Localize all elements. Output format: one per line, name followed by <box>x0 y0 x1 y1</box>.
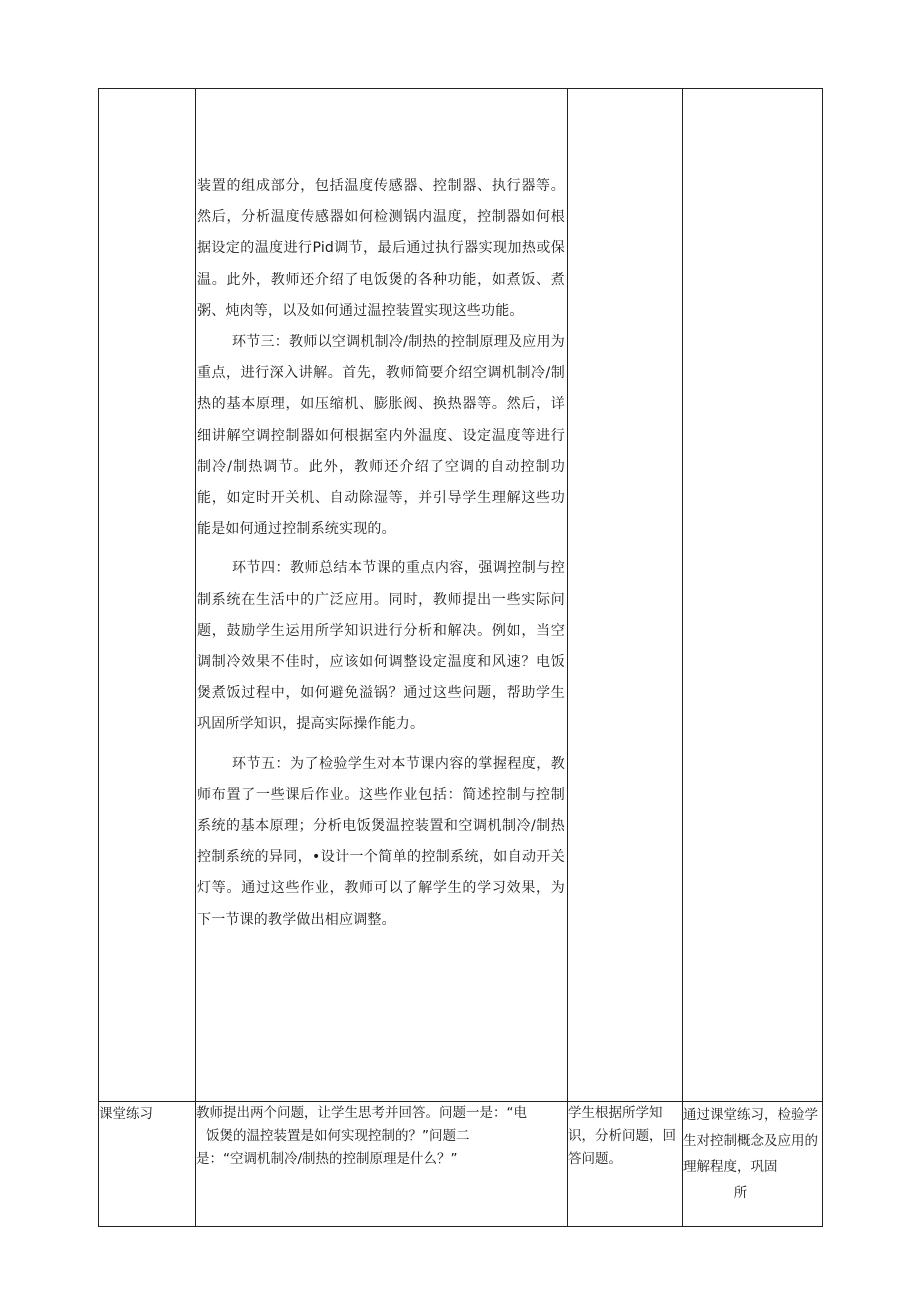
lesson-plan-table <box>98 88 823 1227</box>
paragraph-stage-four: 环节四：教师总结本节课的重点内容，强调控制与控制系统在生活中的广泛应用。同时，教师提出一些实际问题，鼓励学生运用所学知识进行分析和解决。例如，当空调制冷效果不佳时，应该如何调整设定温度和风速？电饭煲煮饭过程中，如何避免溢锅？通过这些问题，帮助学生巩固所学知识，提高实际操作能力。 <box>197 560 565 733</box>
teacher-activity-cell <box>196 89 568 1102</box>
design-intent-cell <box>683 89 823 1102</box>
question-line-1: 教师提出两个问题，让学生思考并回答。问题一是：“电 <box>196 1105 527 1121</box>
classroom-exercise-row <box>99 1102 823 1227</box>
exercise-goal-cell <box>683 1102 823 1227</box>
stage-label-cell <box>99 89 196 1102</box>
question-line-3: 是：“空调机制冷/制热的控制原理是什么？” <box>196 1151 458 1167</box>
question-line-2: 饭煲的温控装置是如何实现控制的？”问题二 <box>206 1128 470 1144</box>
exercise-student-activity: 学生根据所学知识，分析问题，回答问题。 <box>568 1102 683 1227</box>
paragraph-stage-three: 环节三：教师以空调机制冷/制热的控制原理及应用为重点，进行深入讲解。首先，教师简要介绍空调机制冷/制热的基本原理，如压缩机、膨胀阀、换热器等。然后，详细讲解空调控制器如何根据室内外温度、设定温度等进行制冷/制热调节。此外，教师还介绍了空调的自动控制功能，如定时开关机、自动除湿等，并引导学生理解这些功能是如何通过控制系统实现的。 <box>197 334 565 538</box>
exercise-label: 课堂练习 <box>99 1102 196 1227</box>
teaching-process-row <box>99 89 823 1102</box>
student-activity-cell <box>568 89 683 1102</box>
teacher-activity-text <box>196 89 567 936</box>
exercise-goal-last: 所 <box>733 1185 748 1201</box>
paragraph-rice-cooker: 装置的组成部分，包括温度传感器、控制器、执行器等。然后，分析温度传感器如何检测锅内温度，控制器如何根据设定的温度进行Pid调节，最后通过执行器实现加热或保温。此外，教师还介绍了电饭煲的各种功能，如煮饭、煮粥、炖肉等，以及如何通过温控装置实现这些功能。 <box>197 178 565 319</box>
paragraph-stage-five: 环节五：为了检验学生对本节课内容的掌握程度，教师布置了一些课后作业。这些作业包括：简述控制与控制系统的基本原理；分析电饭煲温控装置和空调机制冷/制热控制系统的异同，•设计一个简单的控制系统，如自动开关灯等。通过这些作业，教师可以了解学生的学习效果，为下一节课的教学做出相应调整。 <box>197 755 565 928</box>
exercise-goal-text: 通过课堂练习，检验学生对控制概念及应用的理解程度，巩固 <box>683 1107 818 1175</box>
exercise-questions-cell <box>196 1102 568 1227</box>
